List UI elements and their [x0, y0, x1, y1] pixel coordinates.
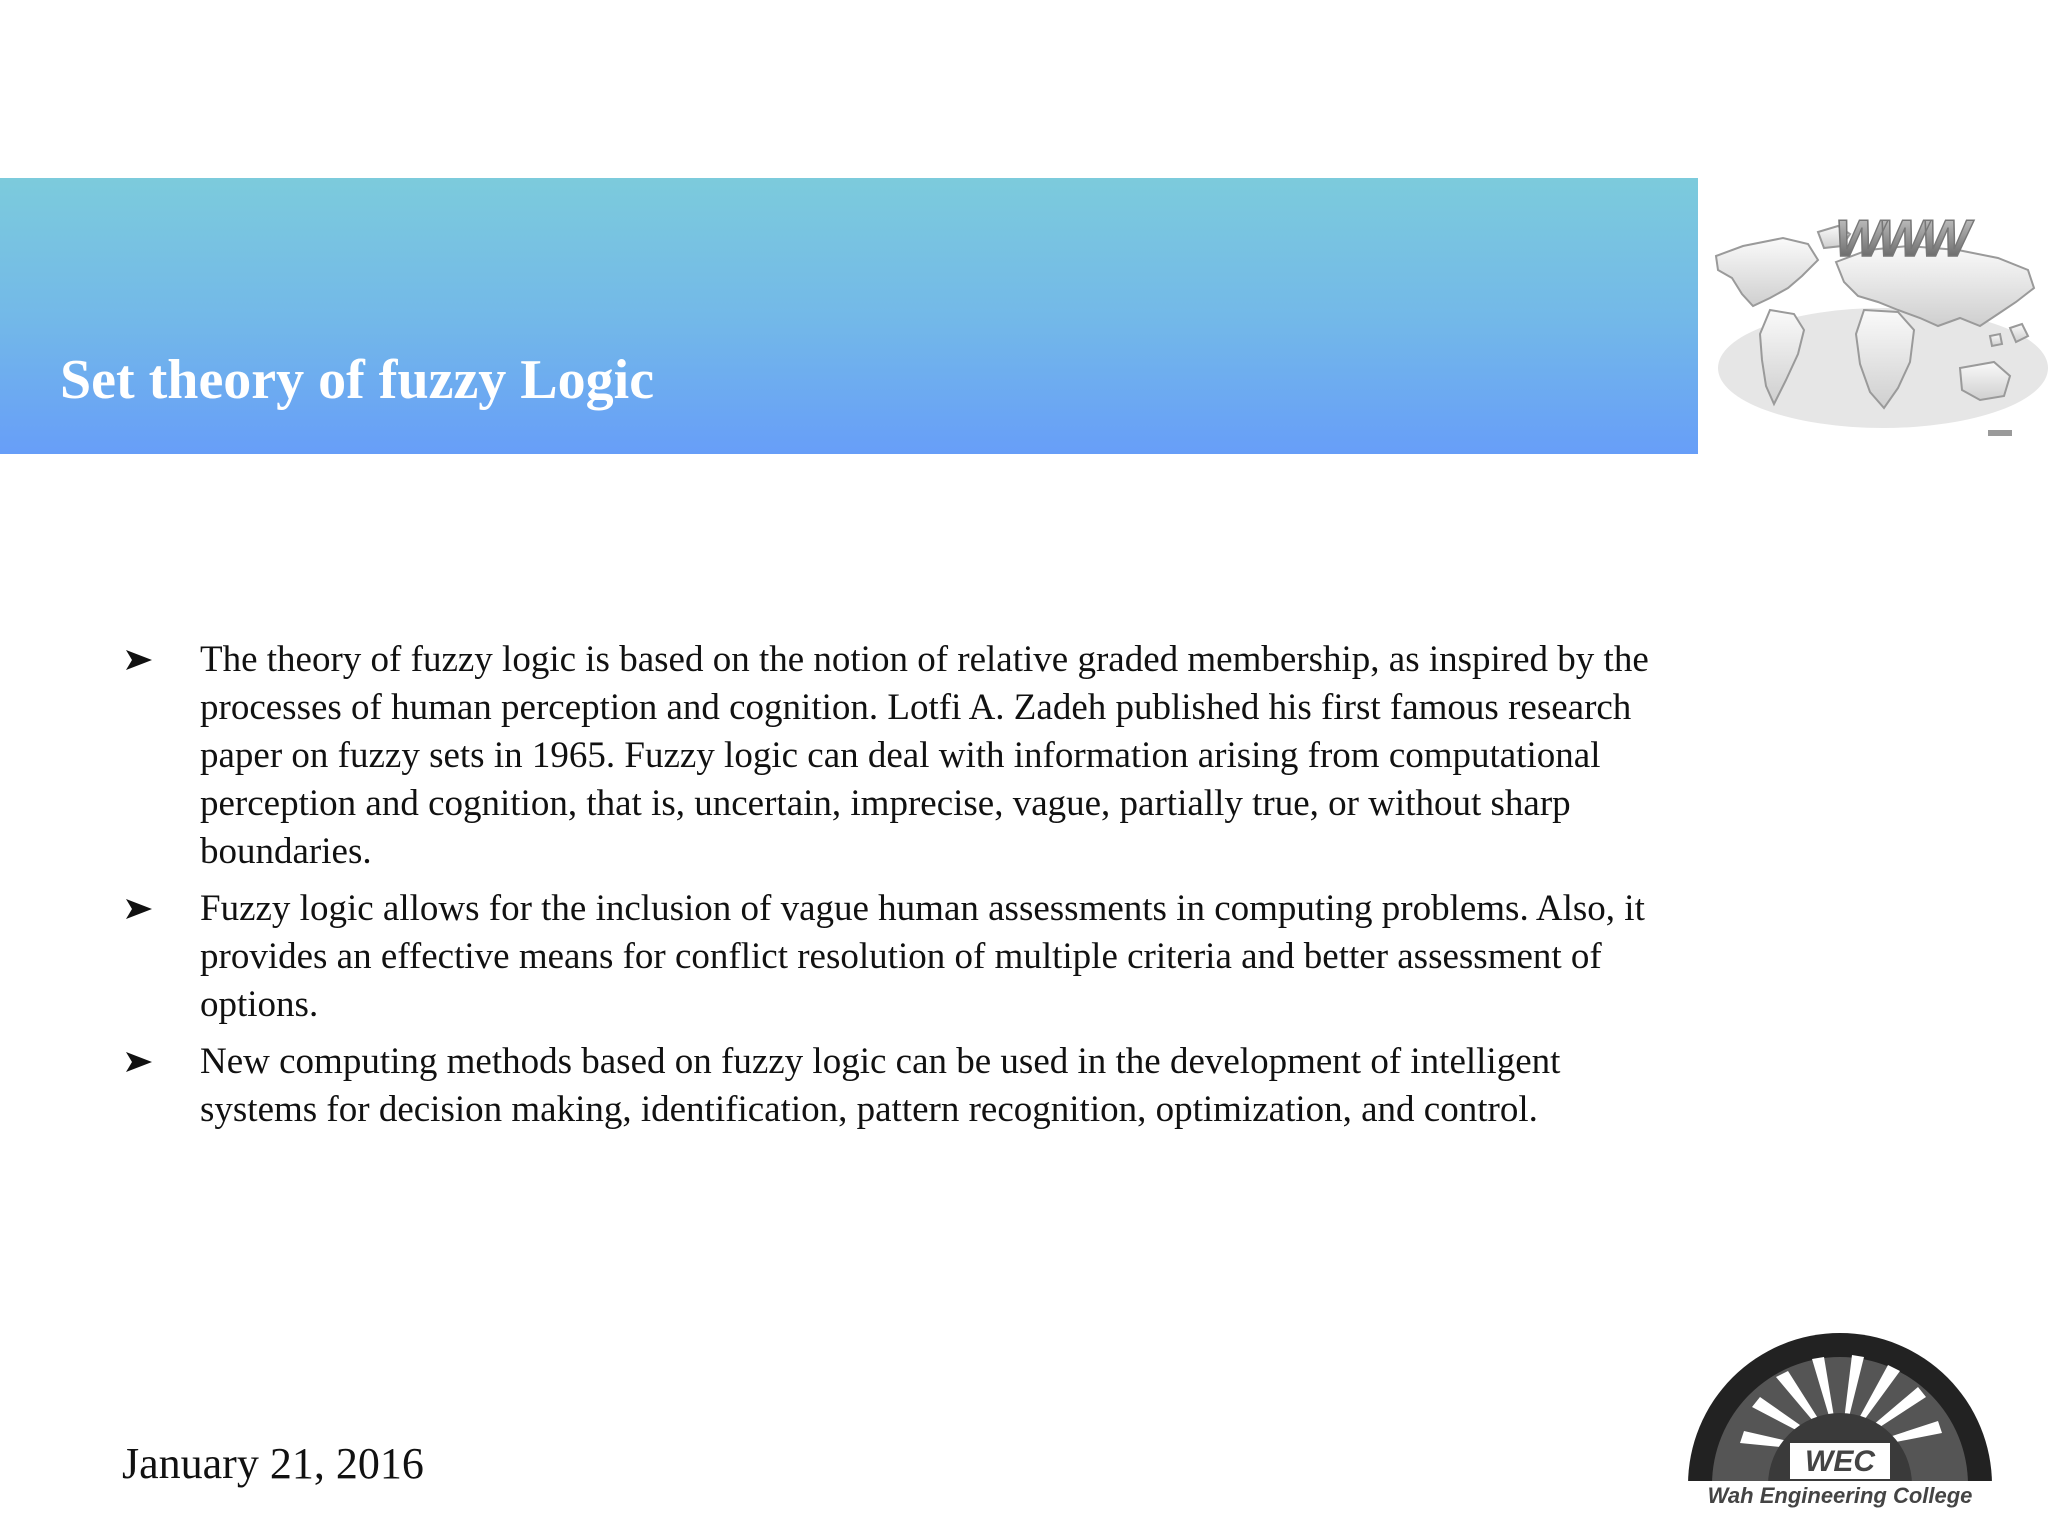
bullet-list: [120, 636, 1680, 1143]
bullet-text: New computing methods based on fuzzy logic can be used in the development of intelligent systems for decision making, identification, pattern recognition, optimization, and control.: [200, 1041, 1561, 1130]
bullet-text: Fuzzy logic allows for the inclusion of vague human assessments in computing problems. Also, it provides an effective means for conflict resolution of multiple criteria and better assessment of options.: [200, 888, 1645, 1025]
college-logo-icon: [1680, 1325, 2000, 1510]
bullet-item: [120, 636, 1680, 876]
slide-date: January 21, 2016: [122, 1439, 424, 1488]
svg-text:WWW: WWW: [1828, 209, 1971, 268]
arrowhead-bullet-icon: [120, 636, 160, 684]
svg-text:WEC: WEC: [1805, 1445, 1875, 1478]
bullet-text: The theory of fuzzy logic is based on the notion of relative graded membership, as inspired by the processes of human perception and cognition. Lotfi A. Zadeh published his first famous research paper on fuzzy sets in 1965. Fuzzy logic can deal with information arising from computational perception and cognition, that is, uncertain, imprecise, vague, partially true, or without sharp boundaries.: [200, 639, 1649, 872]
arrowhead-bullet-icon: [120, 885, 160, 933]
world-map-www-icon: [1698, 178, 2048, 460]
slide-title: Set theory of fuzzy Logic: [60, 349, 655, 411]
arrowhead-bullet-icon: [120, 1038, 160, 1086]
svg-text:Wah Engineering College: Wah Engineering College: [1707, 1483, 1973, 1508]
bullet-item: [120, 1038, 1680, 1134]
bullet-item: [120, 885, 1680, 1029]
